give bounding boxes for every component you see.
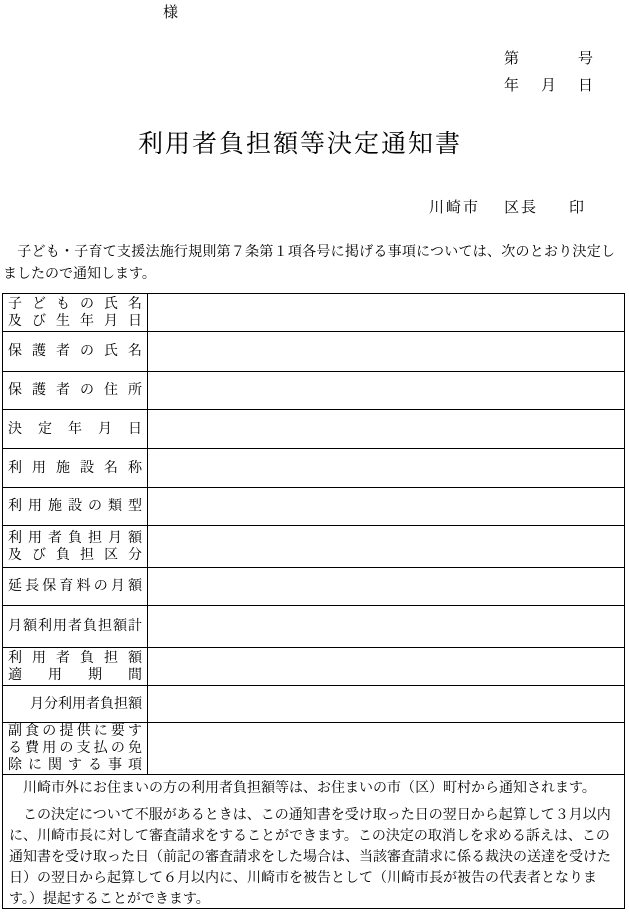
row-label-line: る費用の支払の免 (8, 741, 142, 756)
row-value (148, 488, 624, 525)
table-row (3, 410, 624, 449)
table-row (3, 723, 624, 775)
row-value (148, 332, 624, 371)
date-month-label: 月 (540, 78, 556, 94)
document-date-line (504, 74, 593, 101)
row-label (3, 294, 148, 331)
table-row (3, 686, 624, 723)
table-row (3, 488, 624, 526)
row-value (148, 526, 624, 567)
table-row (3, 606, 624, 648)
issuer-city: 川崎市 (429, 200, 481, 216)
row-value (148, 372, 624, 409)
document-number-date (504, 47, 593, 101)
row-label-line: 月分利用者負担額 (30, 696, 142, 712)
table-row (3, 648, 624, 686)
doc-number-suffix: 号 (577, 51, 593, 67)
row-value (148, 410, 624, 448)
table-row (3, 294, 624, 332)
row-label-line: 延長保育料の月額 (8, 579, 142, 594)
notes-section (3, 775, 624, 908)
row-label (3, 372, 148, 409)
decision-table-rows (3, 294, 624, 775)
date-year-label: 年 (504, 78, 520, 94)
row-label (3, 723, 148, 774)
note-out-of-city: 川崎市外にお住まいの方の利用者負担額等は、お住まいの市（区）町村から通知されます。 (9, 781, 596, 796)
row-label (3, 606, 148, 647)
row-label-line: 除に関する事項 (8, 758, 142, 773)
issuer-ward: 区長 (504, 200, 539, 216)
row-label-line: 利用者負担額 (8, 650, 142, 666)
intro-paragraph: 子ども・子育て支援法施行規則第７条第１項各号に掲げる事項については、次のとおり決定しましたので通知します。 (3, 245, 615, 282)
row-label-line: 及び生年月日 (8, 313, 142, 329)
row-label (3, 648, 148, 685)
issuer-seal-mark: 印 (569, 200, 587, 216)
row-label (3, 488, 148, 525)
decision-table (2, 293, 625, 909)
table-row (3, 372, 624, 410)
row-label-line: 保護者の住所 (8, 383, 142, 398)
row-value (148, 686, 624, 722)
row-value (148, 606, 624, 647)
row-label (3, 568, 148, 605)
row-label-line: 副食の提供に要す (8, 724, 142, 739)
date-day-label: 日 (577, 78, 593, 94)
table-row (3, 332, 624, 372)
row-value (148, 723, 624, 774)
row-label-line: 保護者の氏名 (8, 344, 142, 359)
document-number-line (504, 47, 593, 74)
recipient-honorific: 様 (163, 5, 179, 21)
row-label (3, 526, 148, 567)
row-label-line: 決定年月日 (8, 421, 142, 437)
row-label-line: 適用期間 (8, 667, 142, 683)
row-label (3, 332, 148, 371)
row-value (148, 568, 624, 605)
table-row (3, 449, 624, 488)
row-value (148, 449, 624, 487)
row-value (148, 294, 624, 331)
row-label (3, 449, 148, 487)
row-value (148, 648, 624, 685)
note-appeal-rights: この決定について不服があるときは、この通知書を受け取った日の翌日から起算して３月以内に、川崎市長に対して審査請求をすることができます。この決定の取消しを求める訴えは、この通知書を受け取った日（前記の審査請求をした場合は、当該審査請求に係る裁決の送達を受けた日）の翌日から起算して６月以内に、川崎市を被告として（川崎市長が被告の代表者となります。）提起することができます。 (9, 808, 611, 907)
row-label-line: 利用者負担月額 (8, 530, 142, 546)
table-row (3, 568, 624, 606)
row-label-line: 及び負担区分 (8, 547, 142, 563)
table-row (3, 526, 624, 568)
row-label-line: 利用施設の類型 (8, 499, 142, 514)
row-label-line: 利用施設名称 (8, 460, 142, 476)
row-label (3, 410, 148, 448)
doc-number-prefix: 第 (504, 51, 520, 67)
row-label (3, 686, 148, 722)
row-label-line: 月額利用者負担額計 (8, 619, 142, 634)
row-label-line: 子どもの氏名 (8, 296, 142, 312)
page-title: 利用者負担額等決定通知書 (137, 131, 462, 158)
